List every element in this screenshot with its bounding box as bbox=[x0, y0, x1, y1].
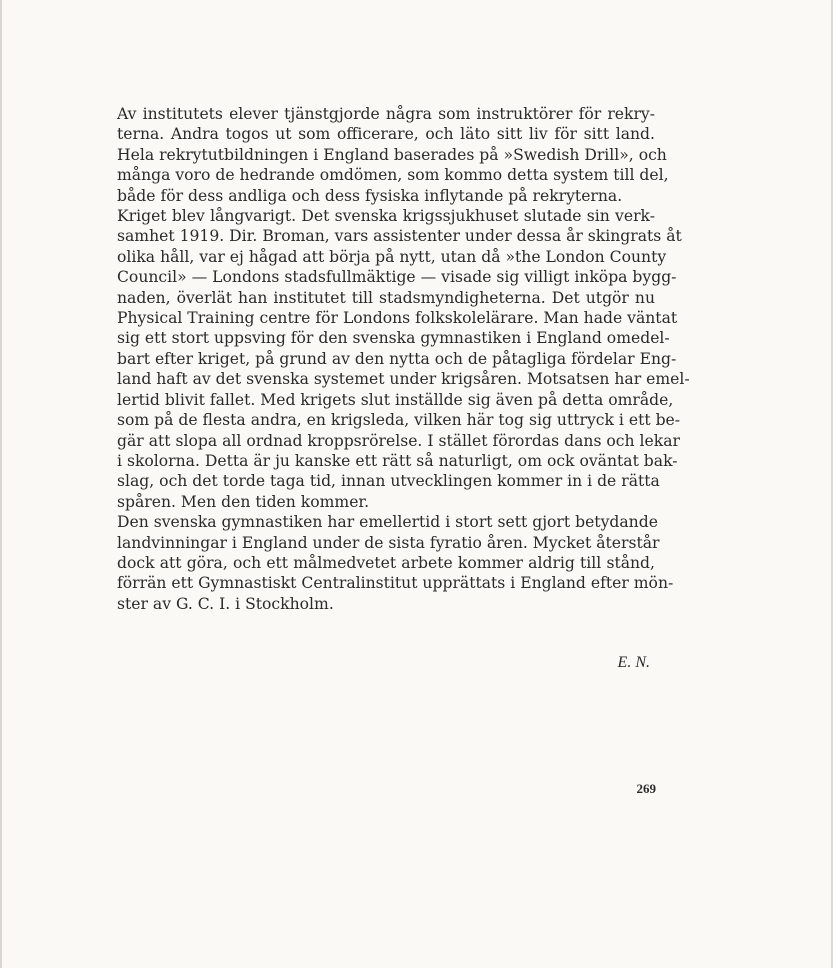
text-line: samhet 1919. Dir. Broman, vars assistenter under dessa år skingrats åt bbox=[117, 227, 682, 246]
text-line: lertid blivit fallet. Med krigets slut inställde sig även på detta område, bbox=[117, 390, 674, 409]
text-line: bart efter kriget, på grund av den nytta och de påtagliga fördelar Eng- bbox=[117, 349, 677, 368]
text-line: gär att slopa all ordnad kroppsrörelse. I stället förordas dans och lekar bbox=[117, 431, 680, 450]
text-line: slag, och det torde taga tid, innan utvecklingen kommer in i de rätta bbox=[117, 472, 660, 491]
text-line: i skolorna. Detta är ju kanske ett rätt så naturligt, om ock oväntat bak- bbox=[117, 451, 678, 470]
text-line: terna. Andra togos ut som officerare, och läto sitt liv för sitt land. bbox=[117, 125, 655, 144]
text-line: förrän ett Gymnastiskt Centralinstitut upprättats i England efter mön- bbox=[117, 574, 674, 593]
text-line: Den svenska gymnastiken har emellertid i stort sett gjort betydande bbox=[117, 513, 658, 532]
body-text bbox=[117, 104, 690, 614]
text-line: Physical Training centre för Londons folkskolelärare. Man hade väntat bbox=[117, 309, 678, 328]
text-line: Hela rekrytutbildningen i England baserades på »Swedish Drill», och bbox=[117, 145, 667, 164]
text-line: naden, överlät han institutet till stadsmyndigheterna. Det utgör nu bbox=[117, 288, 655, 307]
author-signature: E. N. bbox=[617, 654, 650, 671]
text-line: många voro de hedrande omdömen, som kommo detta system till del, bbox=[117, 166, 669, 185]
text-line: som på de flesta andra, en krigsleda, vilken här tog sig uttryck i ett be- bbox=[117, 411, 681, 430]
text-line: Kriget blev långvarigt. Det svenska krigssjukhuset slutade sin verk- bbox=[117, 207, 655, 226]
text-line: ster av G. C. I. i Stockholm. bbox=[117, 594, 334, 613]
text-line: olika håll, var ej hågad att börja på nytt, utan då »the London County bbox=[117, 247, 667, 266]
page-edge-left bbox=[0, 0, 2, 968]
text-line: spåren. Men den tiden kommer. bbox=[117, 492, 370, 511]
text-line: landvinningar i England under de sista fyratio åren. Mycket återstår bbox=[117, 533, 660, 552]
text-line: land haft av det svenska systemet under krigsåren. Motsatsen har emel- bbox=[117, 370, 690, 389]
text-line: Av institutets elever tjänstgjorde några som instruktörer för rekry- bbox=[117, 105, 655, 123]
page-number: 269 bbox=[636, 781, 656, 796]
text-line: dock att göra, och ett målmedvetet arbete kommer aldrig till stånd, bbox=[117, 553, 655, 572]
text-line: både för dess andliga och dess fysiska inflytande på rekryterna. bbox=[117, 186, 623, 205]
text-line: sig ett stort uppsving för den svenska gymnastiken i England omedel- bbox=[117, 329, 670, 348]
text-line: Council» — Londons stadsfullmäktige — visade sig villigt inköpa bygg- bbox=[117, 268, 677, 287]
